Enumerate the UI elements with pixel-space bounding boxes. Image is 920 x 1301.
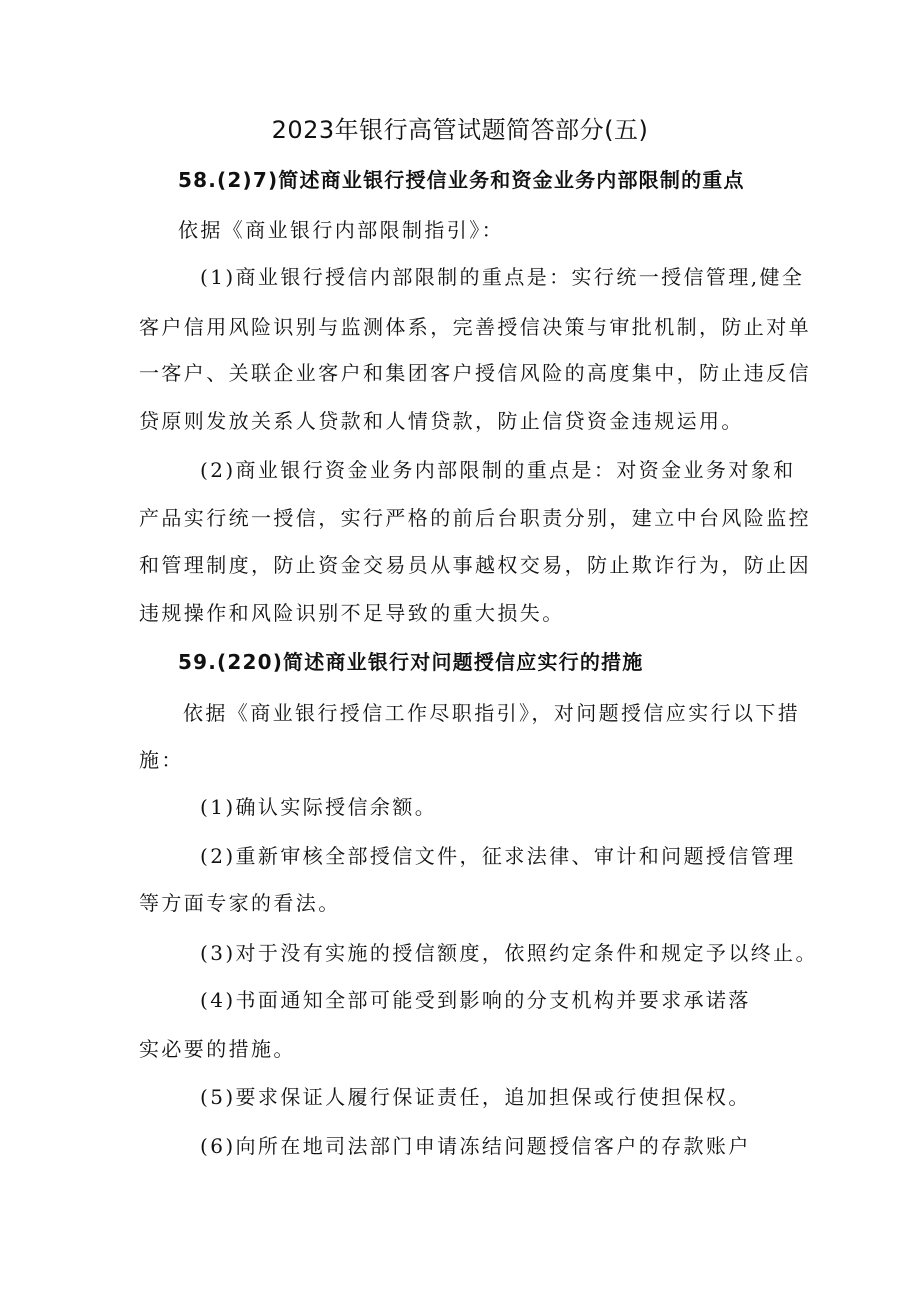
question-58-intro: 依据《商业银行内部限制指引》： <box>178 218 504 242</box>
q59-item-5: (5)要求保证人履行保证责任，追加担保或行使担保权。 <box>200 1085 751 1109</box>
q59-item-3: (3)对于没有实施的授信额度，依照约定条件和规定予以终止。 <box>200 941 818 965</box>
q58-paragraph-2-line-4: 违规操作和风险识别不足导致的重大损失。 <box>139 601 565 625</box>
q58-paragraph-1-line-1: (1)商业银行授信内部限制的重点是：实行统一授信管理,健全 <box>200 265 805 289</box>
q58-paragraph-1-line-4: 贷原则发放关系人贷款和人情贷款，防止信贷资金违规运用。 <box>139 409 744 433</box>
q58-paragraph-2-line-3: 和管理制度，防止资金交易员从事越权交易，防止欺诈行为，防止因 <box>139 553 811 577</box>
q59-item-4-line-1: (4)书面通知全部可能受到影响的分支机构并要求承诺落 <box>200 988 751 1012</box>
q58-paragraph-2-line-1: (2)商业银行资金业务内部限制的重点是：对资金业务对象和 <box>200 458 796 482</box>
q59-intro-line-1: 依据《商业银行授信工作尽职指引》，对问题授信应实行以下措 <box>183 701 801 725</box>
q58-paragraph-2-line-2: 产品实行统一授信，实行严格的前后台职责分别，建立中台风险监控 <box>139 506 811 530</box>
q59-item-2-line-1: (2)重新审核全部授信文件，征求法律、审计和问题授信管理 <box>200 844 796 868</box>
q59-item-4-line-2: 实必要的措施。 <box>139 1037 296 1061</box>
q59-item-1: (1)确认实际授信余额。 <box>200 795 438 819</box>
q59-item-6: (6)向所在地司法部门申请冻结问题授信客户的存款账户 <box>200 1134 751 1158</box>
question-59-heading: 59.(220)简述商业银行对问题授信应实行的措施 <box>178 650 644 674</box>
q58-paragraph-1-line-3: 一客户、关联企业客户和集团客户授信风险的高度集中，防止违反信 <box>139 361 811 385</box>
q59-intro-line-2: 施： <box>139 748 184 772</box>
q59-item-2-line-2: 等方面专家的看法。 <box>139 891 341 915</box>
question-58-heading: 58.(2)7)简述商业银行授信业务和资金业务内部限制的重点 <box>178 168 745 192</box>
page-title: 2023年银行高管试题简答部分(五) <box>271 116 649 144</box>
q58-paragraph-1-line-2: 客户信用风险识别与监测体系，完善授信决策与审批机制，防止对单 <box>139 315 811 339</box>
